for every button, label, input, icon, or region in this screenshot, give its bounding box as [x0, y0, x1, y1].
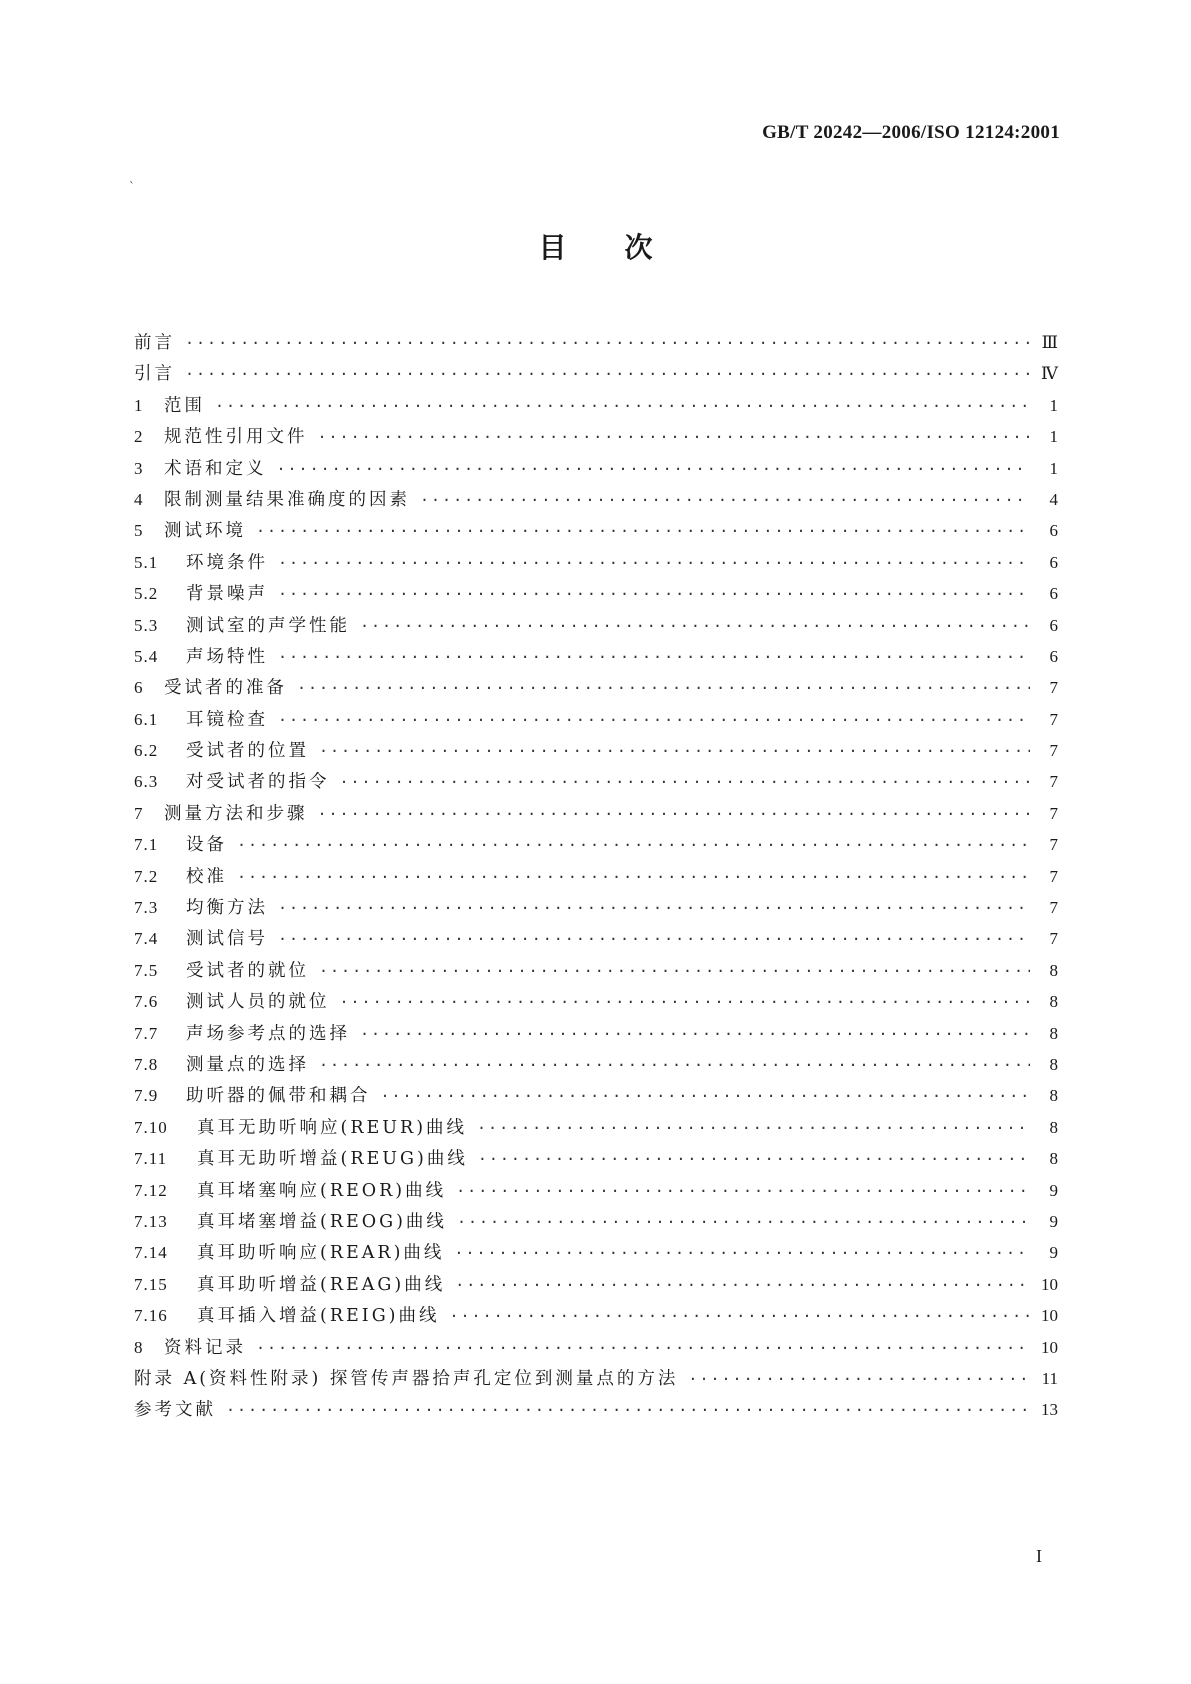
toc-entry-title: 真耳助听响应(REAR)曲线 — [197, 1243, 445, 1264]
dot-leader — [477, 1119, 1030, 1137]
dot-leader — [360, 1025, 1030, 1043]
toc-entry[interactable] — [134, 1239, 1058, 1270]
toc-entry-title: 耳镜检查 — [186, 709, 268, 730]
toc-entry-page: 7 — [1049, 866, 1058, 886]
toc-entry[interactable] — [134, 831, 1058, 862]
toc-entry-page: 1 — [1049, 427, 1058, 447]
dot-leader — [318, 805, 1031, 823]
toc-entry-page: 1 — [1049, 458, 1058, 478]
toc-entry[interactable] — [134, 455, 1058, 486]
toc-entry-number: 6.3 — [134, 772, 159, 792]
toc-entry-title: 参考文献 — [134, 1400, 216, 1421]
toc-entry-title: 设备 — [186, 835, 227, 856]
dot-leader — [381, 1087, 1031, 1105]
dot-leader — [278, 930, 1030, 948]
toc-entry-page: 8 — [1049, 1023, 1058, 1043]
toc-entry-title: 真耳堵塞响应(REOR)曲线 — [197, 1180, 447, 1201]
toc-entry-title: 规范性引用文件 — [164, 427, 308, 448]
toc-entry-number: 7.11 — [134, 1149, 168, 1169]
dot-leader — [278, 899, 1030, 917]
toc-entry[interactable] — [134, 768, 1058, 799]
toc-entry[interactable] — [134, 329, 1058, 360]
toc-entry-number: 7 — [134, 803, 144, 823]
toc-entry[interactable] — [134, 1020, 1058, 1051]
toc-entry[interactable] — [134, 1396, 1058, 1427]
toc-entry[interactable] — [134, 925, 1058, 956]
toc-entry[interactable] — [134, 800, 1058, 831]
toc-entry[interactable] — [134, 674, 1058, 705]
dot-leader — [457, 1213, 1030, 1231]
toc-entry[interactable] — [134, 549, 1058, 580]
toc-entry[interactable] — [134, 1365, 1058, 1396]
toc-entry[interactable] — [134, 1271, 1058, 1302]
toc-entry-page: 11 — [1041, 1368, 1058, 1388]
toc-entry-page: 10 — [1041, 1337, 1058, 1357]
toc-entry-number: 5.2 — [134, 584, 159, 604]
toc-entry-title: 真耳无助听增益(REUG)曲线 — [197, 1149, 468, 1170]
toc-entry-number: 7.16 — [134, 1306, 168, 1326]
dot-leader — [215, 397, 1030, 415]
toc-entry-title: 真耳堵塞增益(REOG)曲线 — [197, 1211, 447, 1232]
toc-entry-title: 声场参考点的选择 — [186, 1023, 350, 1044]
dot-leader — [318, 428, 1031, 446]
dot-leader — [319, 962, 1030, 980]
toc-entry-page: 9 — [1049, 1180, 1058, 1200]
toc-entry[interactable] — [134, 517, 1058, 548]
toc-entry-page: 7 — [1049, 898, 1058, 918]
toc-entry-page: 10 — [1041, 1306, 1058, 1326]
toc-entry-number: 6.1 — [134, 709, 159, 729]
dot-leader — [688, 1370, 1030, 1388]
toc-entry-title: 测量点的选择 — [186, 1054, 309, 1075]
toc-entry-number: 7.9 — [134, 1086, 159, 1106]
dot-leader — [319, 1056, 1030, 1074]
toc-entry-number: 7.1 — [134, 835, 159, 855]
toc-entry-title: 背景噪声 — [186, 584, 268, 605]
toc-entry-page: 8 — [1049, 1086, 1058, 1106]
toc-entry[interactable] — [134, 863, 1058, 894]
toc-entry[interactable] — [134, 1114, 1058, 1145]
standard-code: GB/T 20242—2006/ISO 12124:2001 — [762, 122, 1060, 143]
toc-entry-page: 9 — [1049, 1211, 1058, 1231]
toc-entry[interactable] — [134, 1177, 1058, 1208]
toc-entry-page: 8 — [1049, 992, 1058, 1012]
toc-entry-title: 测试室的声学性能 — [186, 615, 350, 636]
stray-mark: ` — [129, 180, 135, 194]
toc-entry[interactable] — [134, 1082, 1058, 1113]
toc-entry-title: 校准 — [186, 866, 227, 887]
toc-entry[interactable] — [134, 392, 1058, 423]
toc-entry-page: 8 — [1049, 960, 1058, 980]
dot-leader — [185, 365, 1030, 383]
toc-entry-title: 测试信号 — [186, 929, 268, 950]
toc-entry-page: 1 — [1049, 395, 1058, 415]
toc-entry[interactable] — [134, 1208, 1058, 1239]
dot-leader — [278, 648, 1030, 666]
toc-entry-page: 7 — [1049, 929, 1058, 949]
dot-leader — [456, 1182, 1030, 1200]
toc-entry-number: 5.1 — [134, 552, 159, 572]
toc-entry-page: 13 — [1041, 1400, 1058, 1420]
toc-entry-title: 对受试者的指令 — [186, 772, 330, 793]
toc-entry[interactable] — [134, 486, 1058, 517]
dot-leader — [256, 522, 1030, 540]
toc-entry-title: 真耳无助听响应(REUR)曲线 — [197, 1117, 468, 1138]
dot-leader — [226, 1401, 1030, 1419]
toc-entry-number: 7.2 — [134, 866, 159, 886]
dot-leader — [237, 868, 1030, 886]
page-number: I — [1036, 1546, 1042, 1566]
toc-entry-page: 6 — [1049, 615, 1058, 635]
toc-entry-number: 7.12 — [134, 1180, 168, 1200]
toc-entry-page: 7 — [1049, 741, 1058, 761]
toc-entry-number: 4 — [134, 489, 144, 509]
dot-leader — [340, 993, 1031, 1011]
toc-entry-number: 5.3 — [134, 615, 159, 635]
toc-entry-number: 7.4 — [134, 929, 159, 949]
toc-entry-page: Ⅳ — [1041, 364, 1058, 384]
dot-leader — [454, 1244, 1030, 1262]
dot-leader — [319, 742, 1030, 760]
toc-entry-number: 6.2 — [134, 741, 159, 761]
toc-entry[interactable] — [134, 737, 1058, 768]
toc-entry-number: 7.5 — [134, 960, 159, 980]
toc-entry-number: 5.4 — [134, 646, 159, 666]
toc-entry-title: 资料记录 — [164, 1337, 246, 1358]
toc-entry-page: 4 — [1049, 489, 1058, 509]
toc-entry-number: 5 — [134, 521, 144, 541]
toc-entry-page: 7 — [1049, 709, 1058, 729]
toc-entry-title: 受试者的就位 — [186, 960, 309, 981]
toc-entry-number: 8 — [134, 1337, 144, 1357]
dot-leader — [278, 711, 1030, 729]
dot-leader — [237, 836, 1030, 854]
toc-entry-number: 6 — [134, 678, 144, 698]
toc-entry[interactable] — [134, 643, 1058, 674]
dot-leader — [478, 1150, 1030, 1168]
toc-entry-page: 7 — [1049, 835, 1058, 855]
toc-entry-number: 7.6 — [134, 992, 159, 1012]
toc-entry[interactable] — [134, 423, 1058, 454]
toc-entry-title: 真耳助听增益(REAG)曲线 — [197, 1274, 446, 1295]
toc-entry-title: 测试人员的就位 — [186, 992, 330, 1013]
toc-entry[interactable] — [134, 1145, 1058, 1176]
toc-entry-number: 7.3 — [134, 898, 159, 918]
dot-leader — [256, 1339, 1030, 1357]
toc-entry-title: 环境条件 — [186, 552, 268, 573]
toc-entry-number: 7.8 — [134, 1054, 159, 1074]
toc-entry-title: 术语和定义 — [164, 458, 267, 479]
toc-entry-title: 助听器的佩带和耦合 — [186, 1086, 371, 1107]
toc-entry[interactable] — [134, 706, 1058, 737]
toc-entry-page: 6 — [1049, 521, 1058, 541]
toc-entry[interactable] — [134, 1334, 1058, 1365]
toc-entry-page: 9 — [1049, 1243, 1058, 1263]
toc-entry-number: 7.15 — [134, 1274, 168, 1294]
dot-leader — [297, 679, 1030, 697]
toc-entry-title: 限制测量结果准确度的因素 — [164, 489, 410, 510]
toc-entry-page: 6 — [1049, 584, 1058, 604]
dot-leader — [360, 617, 1030, 635]
toc-entry-title: 前言 — [134, 333, 175, 353]
toc-entry-title: 范围 — [164, 395, 205, 416]
toc-entry-page: 7 — [1049, 772, 1058, 792]
toc-entry[interactable] — [134, 1302, 1058, 1333]
toc-entry-title: 受试者的位置 — [186, 741, 309, 762]
dot-leader — [340, 773, 1031, 791]
toc-entry-page: 8 — [1049, 1117, 1058, 1137]
toc-entry-title: 测量方法和步骤 — [164, 803, 308, 824]
toc-entry-number: 7.14 — [134, 1243, 168, 1263]
toc-entry-page: 7 — [1049, 678, 1058, 698]
dot-leader — [420, 491, 1030, 509]
page-title: 目次 — [538, 231, 711, 264]
toc-entry[interactable] — [134, 1051, 1058, 1082]
toc-entry-page: 6 — [1049, 552, 1058, 572]
toc-entry[interactable] — [134, 360, 1058, 391]
toc-entry-page: 6 — [1049, 646, 1058, 666]
toc-entry[interactable] — [134, 988, 1058, 1019]
dot-leader — [277, 460, 1031, 478]
toc-entry-title: 引言 — [134, 364, 175, 385]
toc-entry-title: 附录 A(资料性附录) 探管传声器拾声孔定位到测量点的方法 — [134, 1368, 679, 1389]
dot-leader — [278, 554, 1030, 572]
dot-leader — [450, 1307, 1031, 1325]
toc-entry-number: 1 — [134, 395, 144, 415]
toc-entry-page: 8 — [1049, 1149, 1058, 1169]
toc-entry-title: 声场特性 — [186, 646, 268, 667]
toc-entry-page: 8 — [1049, 1054, 1058, 1074]
toc-entry[interactable] — [134, 957, 1058, 988]
toc-entry-page: 10 — [1041, 1274, 1058, 1294]
toc-entry-number: 7.10 — [134, 1117, 168, 1137]
dot-leader — [185, 334, 1030, 352]
toc-entry-title: 真耳插入增益(REIG)曲线 — [197, 1306, 440, 1327]
toc-entry-title: 测试环境 — [164, 521, 246, 542]
toc-entry-number: 7.13 — [134, 1211, 168, 1231]
toc-entry-title: 受试者的准备 — [164, 678, 287, 699]
toc-entry-number: 7.7 — [134, 1023, 159, 1043]
toc-entry-number: 2 — [134, 427, 144, 447]
toc-entry-number: 3 — [134, 458, 144, 478]
dot-leader — [278, 585, 1030, 603]
dot-leader — [455, 1276, 1030, 1294]
toc-entry[interactable] — [134, 612, 1058, 643]
table-of-contents — [134, 329, 1058, 1428]
toc-entry[interactable] — [134, 580, 1058, 611]
toc-entry-title: 均衡方法 — [186, 898, 268, 919]
toc-entry-page: Ⅲ — [1041, 333, 1058, 352]
toc-entry[interactable] — [134, 894, 1058, 925]
toc-entry-page: 7 — [1049, 803, 1058, 823]
